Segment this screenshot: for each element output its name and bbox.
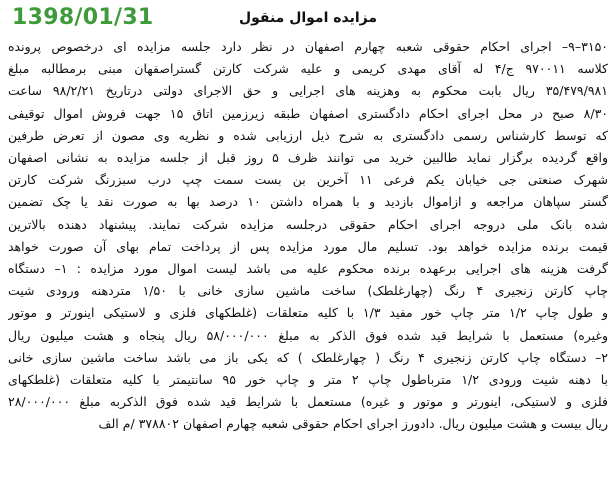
body-line: واقع گردیده برگزار نماید طالبین خرید می توانند ظرف ۵ روز قبل از جلسه مزایده به نشانی اصفهان (8, 150, 608, 166)
body-line: قیمت برنده مزایده خواهد بود. تسلیم مال مورد مزایده پس از پرداخت تمام بهای آن صورت خواهد (8, 238, 608, 254)
body-line: ۸/۳۰ صبح در محل اجرای احکام دادگستری اصفهان طبقه زیرزمین اتاق ۱۵ جهت فروش اموال توقیفی (8, 105, 608, 121)
body-line: ۳۵/۴۷۹/۹۸۱ ریال بابت محکوم به وهزینه های اجرایی و حق الاجرای دولتی درتاریخ ۹۸/۲/۲۱ ساعت (8, 83, 608, 99)
notice-title: مزایده اموال منقول (238, 10, 378, 26)
body-line: گستر سپاهان مراجعه و ازاموال بازدید و با همراه داشتن ۱۰ درصد بها به صورت نقد یا چک تضمین (8, 194, 608, 210)
body-line: فلزی و لاستیکی، اینورتر و موتور و غیره) مستعمل با شرایط قید شده فوق الذکربه مبلغ ۲۸/۰۰۰/۰۰۰ (8, 394, 608, 410)
notice-body (8, 36, 608, 436)
body-line: وغیره) مستعمل با شرایط قید شده فوق الذکر به مبلغ ۵۸/۰۰۰/۰۰۰ ریال پنجاه و هشت میلیون ریال (8, 327, 608, 343)
document-header (8, 4, 608, 34)
body-line: شده بانک ملی دروجه اجرای احکام حقوقی درجلسه مزایده شرکت نمایند. پیشنهاد دهنده بالاترین (8, 216, 608, 232)
body-line: ریال بیست و هشت میلیون ریال. دادورز اجرای احکام حقوقی شعبه چهارم اصفهان ۳۷۸۸۰۲ /م الف (98, 416, 608, 432)
body-line: گرفت هزینه های اجرایی برعهده برنده محکوم علیه می باشد لیست اموال مورد مزایده : ۱– دستگاه (8, 261, 608, 277)
body-line: کلاسه ۹۷۰۰۱۱ ج/۴ له آقای مهدی کریمی و علیه شرکت کارتن گستراصفهان مبنی برمطالبه مبلغ (8, 61, 608, 77)
body-line: چاپ کارتن زنجیری ۴ رنگ (چهارغلطک) ساخت ماشین سازی خانی با ۱/۵۰ متردهنه ورودی شیت (8, 283, 608, 299)
body-line: که توسط کارشناس رسمی دادگستری به شرح ذیل ارزیابی شده و نظریه وی مصون از تعرض طرفین (8, 127, 608, 143)
body-line: ۲– دستگاه چاپ کارتن زنجیری ۴ رنگ ( چهارغلطک ) که یکی باز می باشد ساخت ماشین سازی خانی (8, 349, 608, 365)
body-line: با دهنه شیت ورودی ۱/۲ مترباطول چاپ ۲ متر و چاپ خور ۹۵ سانتیمتر با کلیه متعلقات (غلطکهای (8, 372, 608, 388)
publication-date: 1398/01/31 (12, 5, 154, 30)
body-line: شهرک صنعتی جی خیابان یکم فرعی ۱۱ آخرین بن بست سمت چپ درب سبزرنگ شرکت کارتن (8, 172, 608, 188)
body-line: ۳۱۵۰–۹– اجرای احکام حقوقی شعبه چهارم اصفهان در نظر دارد جلسه مزایده ای درخصوص پرونده (8, 39, 608, 54)
body-line: و طول چاپ ۱/۲ متر چاپ خور مفید ۱/۳ با کلیه متعلقات (غلطکهای فلزی و لاستیکی اینورتر و موتور (8, 305, 608, 321)
